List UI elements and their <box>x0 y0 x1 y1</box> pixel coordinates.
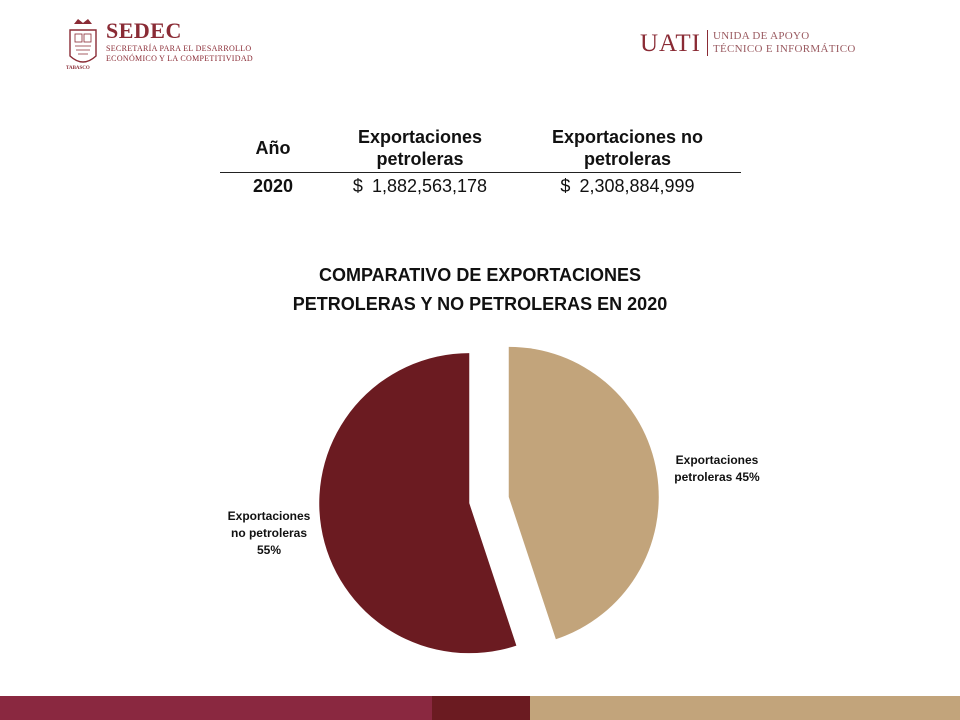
slice-label-no-petroleras <box>214 508 324 559</box>
value-no-petroleras: 2,308,884,999 <box>579 176 695 196</box>
sedec-state-label: TABASCO <box>66 66 90 71</box>
slice-label-petroleras <box>662 452 772 486</box>
currency-symbol: $ <box>560 176 571 196</box>
currency-symbol: $ <box>352 176 363 196</box>
footer-band-segment <box>0 696 432 720</box>
footer-band-segment <box>432 696 530 720</box>
chart-title-line1: COMPARATIVO DE EXPORTACIONES <box>318 265 642 285</box>
sedec-subtitle-line1: SECRETARÍA PARA EL DESARROLLO <box>106 44 252 53</box>
sedec-subtitle-line2: ECONÓMICO Y LA COMPETITIVIDAD <box>106 54 253 63</box>
slice-label-petroleras-line2: petroleras 45% <box>674 470 760 484</box>
uati-title: UATI <box>640 30 701 57</box>
slice-label-no-petroleras-line1: Exportaciones <box>227 509 311 523</box>
footer-band-segment <box>530 696 960 720</box>
header-year: Año <box>220 124 326 173</box>
header-petroleras: Exportaciones petroleras <box>326 124 514 173</box>
slice-label-petroleras-line1: Exportaciones <box>675 453 759 467</box>
sedec-title: SEDEC <box>106 18 182 43</box>
slice-label-no-petroleras-line2: no petroleras <box>230 526 308 540</box>
footer-band <box>0 696 960 720</box>
pie-slice-petroleras <box>509 347 659 639</box>
value-petroleras: 1,882,563,178 <box>371 176 488 196</box>
header-no-petroleras: Exportaciones no petroleras <box>514 124 741 173</box>
uati-subtitle-line1: UNIDA DE APOYO <box>713 30 810 42</box>
uati-subtitle-line2: TÉCNICO E INFORMÁTICO <box>713 43 856 55</box>
pie-slice-no-petroleras <box>319 353 516 653</box>
chart-title-line2: PETROLERAS Y NO PETROLERAS EN 2020 <box>292 294 668 314</box>
slice-label-no-petroleras-line3: 55% <box>256 543 282 557</box>
cell-year: 2020 <box>252 176 294 196</box>
